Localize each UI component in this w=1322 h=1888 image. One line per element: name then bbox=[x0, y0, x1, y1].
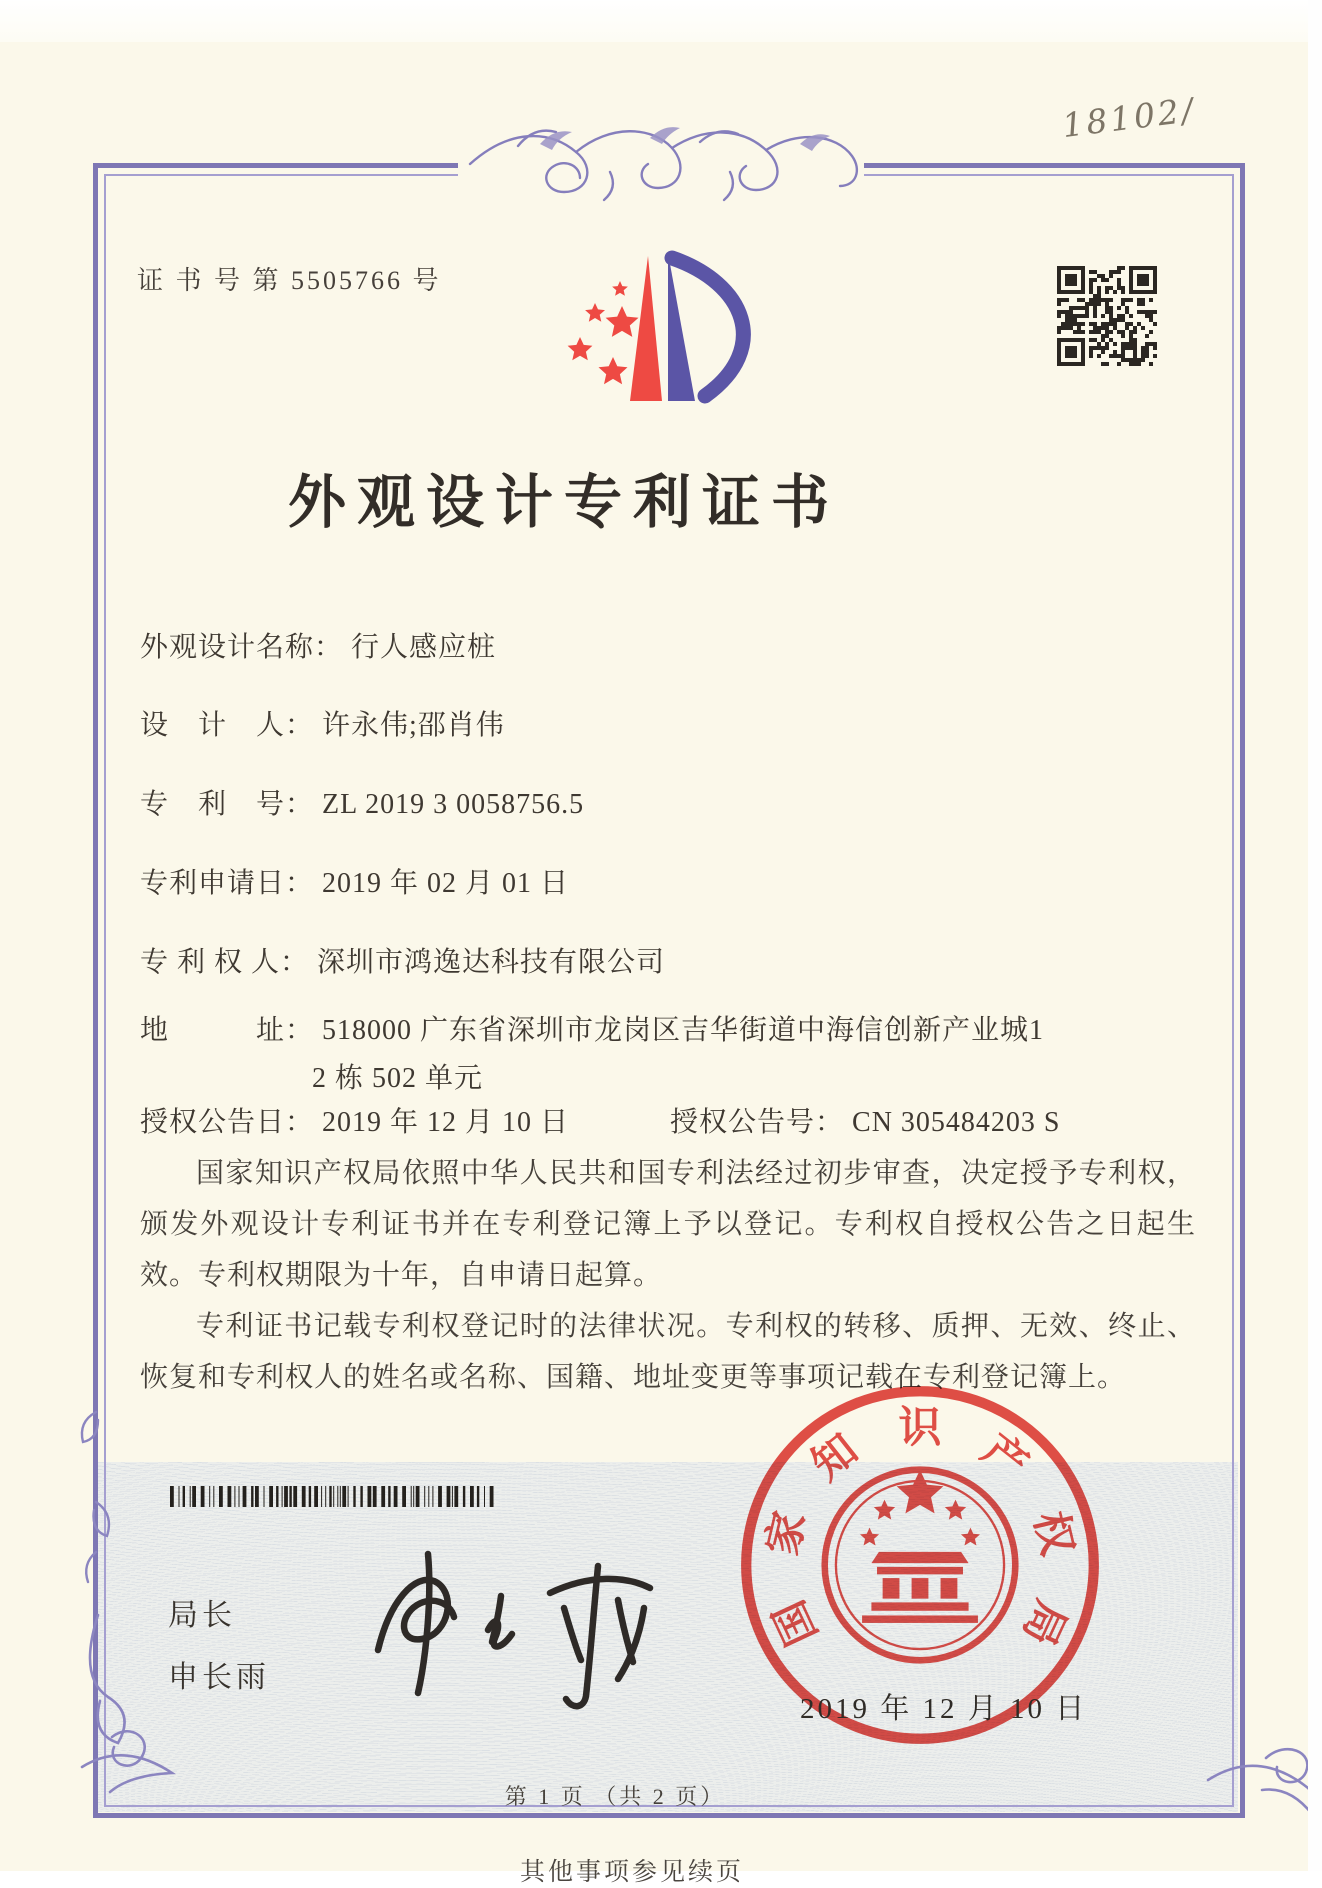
left-border-flourish-icon bbox=[72, 1382, 118, 1592]
certificate-title: 外观设计专利证书 bbox=[288, 470, 841, 535]
svg-text:权: 权 bbox=[1024, 1507, 1081, 1560]
field-label: 地 址： bbox=[140, 1015, 315, 1046]
legal-text-block bbox=[140, 1148, 1196, 1403]
national-emblem-icon bbox=[825, 1470, 1016, 1661]
handwritten-note: 18102/ bbox=[1060, 89, 1198, 146]
qr-code-icon bbox=[1057, 266, 1157, 366]
svg-text:局: 局 bbox=[1013, 1593, 1074, 1653]
field-value: 2019 年 02 月 01 日 bbox=[322, 868, 570, 899]
top-border-flourish-icon bbox=[400, 100, 880, 210]
field-design-name bbox=[140, 625, 496, 665]
field-address bbox=[140, 1008, 1044, 1048]
field-label: 专利申请日： bbox=[140, 868, 315, 899]
scan-edge-right bbox=[1308, 0, 1322, 1871]
seal-org-text bbox=[758, 1404, 1081, 1652]
svg-text:识: 识 bbox=[898, 1405, 942, 1453]
seal-date: 2019 年 12 月 10 日 bbox=[800, 1693, 1088, 1725]
field-designer bbox=[140, 703, 505, 743]
bottom-right-flourish-icon bbox=[1208, 1718, 1322, 1818]
field-value: 2019 年 12 月 10 日 bbox=[322, 1107, 570, 1138]
field-grant-date bbox=[140, 1100, 569, 1140]
field-value: 许永伟;邵肖伟 bbox=[322, 710, 505, 741]
field-label: 授权公告号： bbox=[670, 1107, 845, 1138]
cutoff-bottom-line: 其他事项参见续页 bbox=[520, 1859, 745, 1886]
field-value: 行人感应桩 bbox=[351, 632, 497, 663]
bottom-left-flourish-icon bbox=[70, 1615, 220, 1790]
field-value: CN 305484203 S bbox=[852, 1107, 1061, 1138]
field-label: 授权公告日： bbox=[140, 1107, 315, 1138]
field-grant-number bbox=[670, 1100, 1060, 1140]
field-patent-number bbox=[140, 782, 584, 822]
field-label: 设 计 人： bbox=[140, 710, 315, 741]
certificate-number: 证 书 号 第 5505766 号 bbox=[137, 266, 442, 295]
field-label: 专 利 权 人： bbox=[140, 947, 310, 978]
handwritten-signature bbox=[360, 1538, 680, 1713]
director-title: 局长 bbox=[168, 1599, 236, 1632]
field-label: 外观设计名称： bbox=[140, 632, 344, 663]
field-label: 专 利 号： bbox=[140, 789, 315, 820]
field-value: 518000 广东省深圳市龙岗区吉华街道中海信创新产业城1 bbox=[322, 1015, 1045, 1046]
field-value: ZL 2019 3 0058756.5 bbox=[322, 789, 585, 820]
field-patentee bbox=[140, 940, 665, 980]
field-address-line2: 2 栋 502 单元 bbox=[312, 1063, 484, 1094]
svg-text:国: 国 bbox=[766, 1593, 827, 1653]
legal-paragraph-1: 国家知识产权局依照中华人民共和国专利法经过初步审查，决定授予专利权，颁发外观设计专利证书并在专利登记簿上予以登记。专利权自授权公告之日起生效。专利权期限为十年，自申请日起算。 bbox=[140, 1158, 1196, 1291]
director-name: 申长雨 bbox=[168, 1661, 270, 1694]
svg-text:产: 产 bbox=[973, 1426, 1037, 1490]
svg-text:家: 家 bbox=[759, 1507, 816, 1560]
legal-paragraph-2: 专利证书记载专利权登记时的法律状况。专利权的转移、质押、无效、终止、恢复和专利权人的姓名或名称、国籍、地址变更等事项记载在专利登记簿上。 bbox=[140, 1311, 1196, 1393]
field-value: 深圳市鸿逸达科技有限公司 bbox=[317, 947, 666, 978]
field-filing-date bbox=[140, 861, 569, 901]
cnipa-logo-icon bbox=[540, 238, 785, 416]
svg-text:知: 知 bbox=[803, 1426, 867, 1490]
scan-edge-top bbox=[0, 0, 1322, 42]
barcode-icon bbox=[170, 1486, 498, 1507]
page-number: 第 1 页 （共 2 页） bbox=[504, 1784, 726, 1809]
